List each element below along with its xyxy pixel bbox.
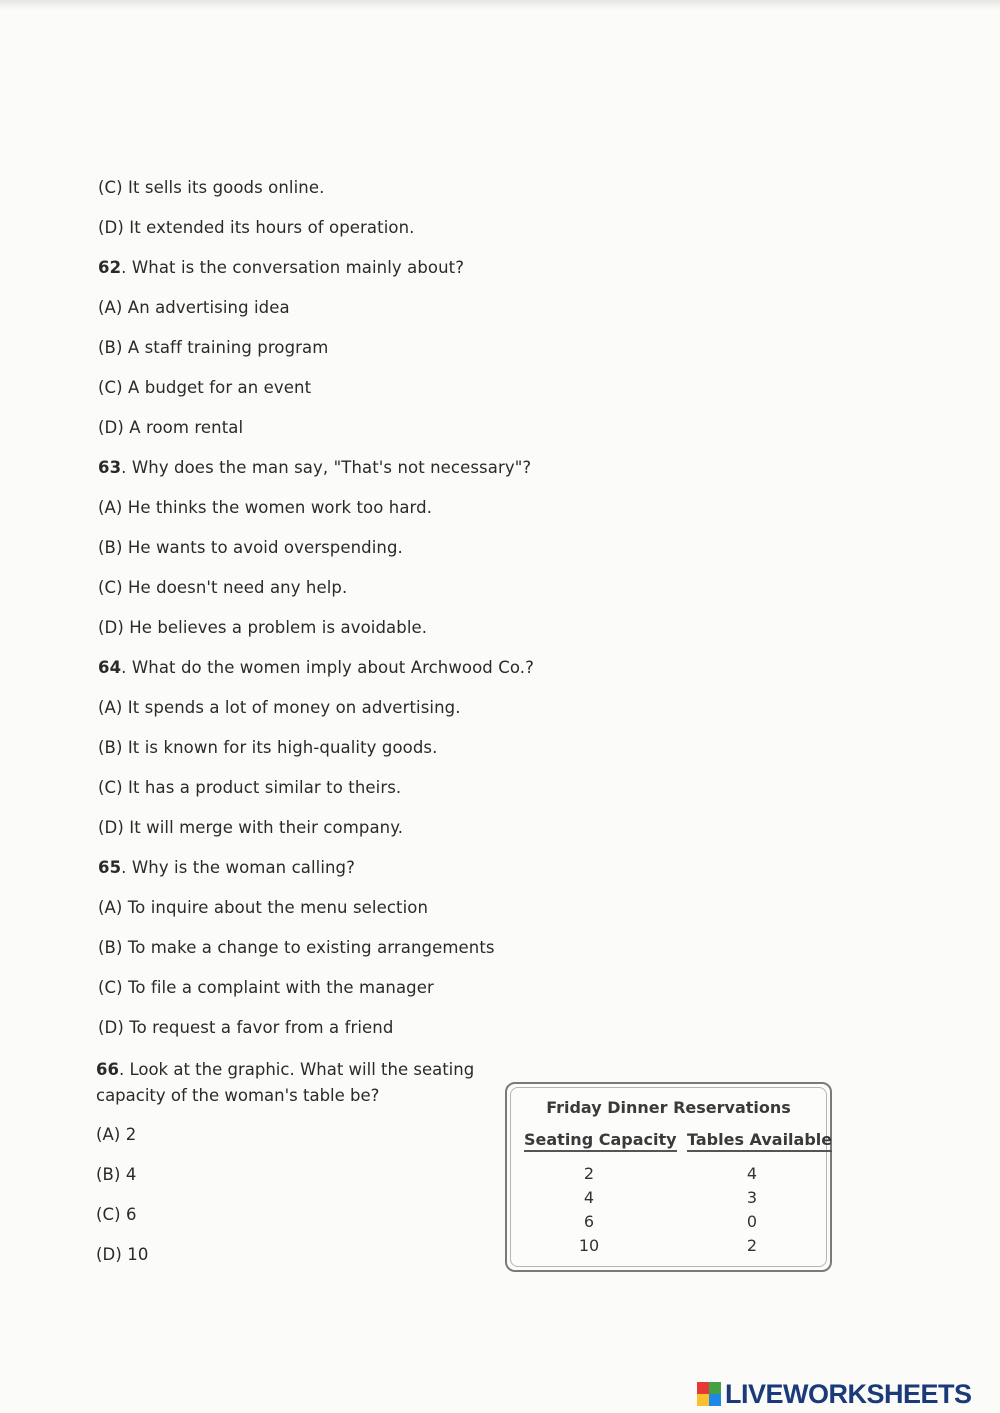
question-62: 62. What is the conversation mainly about? (98, 258, 465, 277)
logo-square-yellow (697, 1394, 709, 1406)
list-item: (A) He thinks the women work too hard. (98, 498, 433, 517)
option-a: (A) 2 (96, 1125, 137, 1144)
column-header-available: Tables Available (687, 1130, 832, 1152)
liveworksheets-logo (697, 1379, 972, 1409)
table-cell: 10 (578, 1236, 600, 1255)
list-item: (D) He believes a problem is avoidable. (98, 618, 428, 637)
logo-icon (697, 1382, 721, 1406)
scan-edge (0, 0, 1000, 10)
list-item: (C) He doesn't need any help. (98, 578, 348, 597)
list-item: (B) To make a change to existing arrangements (98, 938, 495, 957)
list-item: (D) A room rental (98, 418, 244, 437)
question-66: 66. Look at the graphic. What will the seating capacity of the woman's table be? (96, 1060, 475, 1105)
option-c: (C) 6 (96, 1205, 137, 1224)
table-cell: 4 (746, 1164, 758, 1183)
list-item: (A) It spends a lot of money on advertising. (98, 698, 461, 717)
table-title: Friday Dinner Reservations (546, 1098, 791, 1117)
table-cell: 4 (583, 1188, 595, 1207)
column-header-capacity: Seating Capacity (524, 1130, 677, 1152)
option-d: (D) 10 (96, 1245, 149, 1264)
table-cell: 0 (746, 1212, 758, 1231)
list-item: (D) It will merge with their company. (98, 818, 404, 837)
table-cell: 2 (583, 1164, 595, 1183)
list-item: (C) To file a complaint with the manager (98, 978, 434, 997)
logo-square-red (697, 1382, 709, 1394)
logo-square-blue (709, 1394, 721, 1406)
reservation-table (505, 1082, 832, 1272)
list-item: (A) To inquire about the menu selection (98, 898, 429, 917)
logo-square-green (709, 1382, 721, 1394)
list-item: (C) A budget for an event (98, 378, 312, 397)
table-cell: 6 (583, 1212, 595, 1231)
logo-text: LIVEWORKSHEETS (725, 1378, 972, 1409)
table-cell: 2 (746, 1236, 758, 1255)
list-item: (B) It is known for its high-quality goods. (98, 738, 438, 757)
list-item: (D) To request a favor from a friend (98, 1018, 394, 1037)
question-64: 64. What do the women imply about Archwood Co.? (98, 658, 534, 677)
list-item: (C) It has a product similar to theirs. (98, 778, 402, 797)
option-b: (B) 4 (96, 1165, 137, 1184)
table-cell: 3 (746, 1188, 758, 1207)
list-item: (B) He wants to avoid overspending. (98, 538, 403, 557)
question-65: 65. Why is the woman calling? (98, 858, 355, 877)
list-item: (A) An advertising idea (98, 298, 290, 317)
list-item: (C) It sells its goods online. (98, 178, 325, 197)
list-item: (D) It extended its hours of operation. (98, 218, 415, 237)
list-item: (B) A staff training program (98, 338, 329, 357)
question-63: 63. Why does the man say, "That's not necessary"? (98, 458, 532, 477)
